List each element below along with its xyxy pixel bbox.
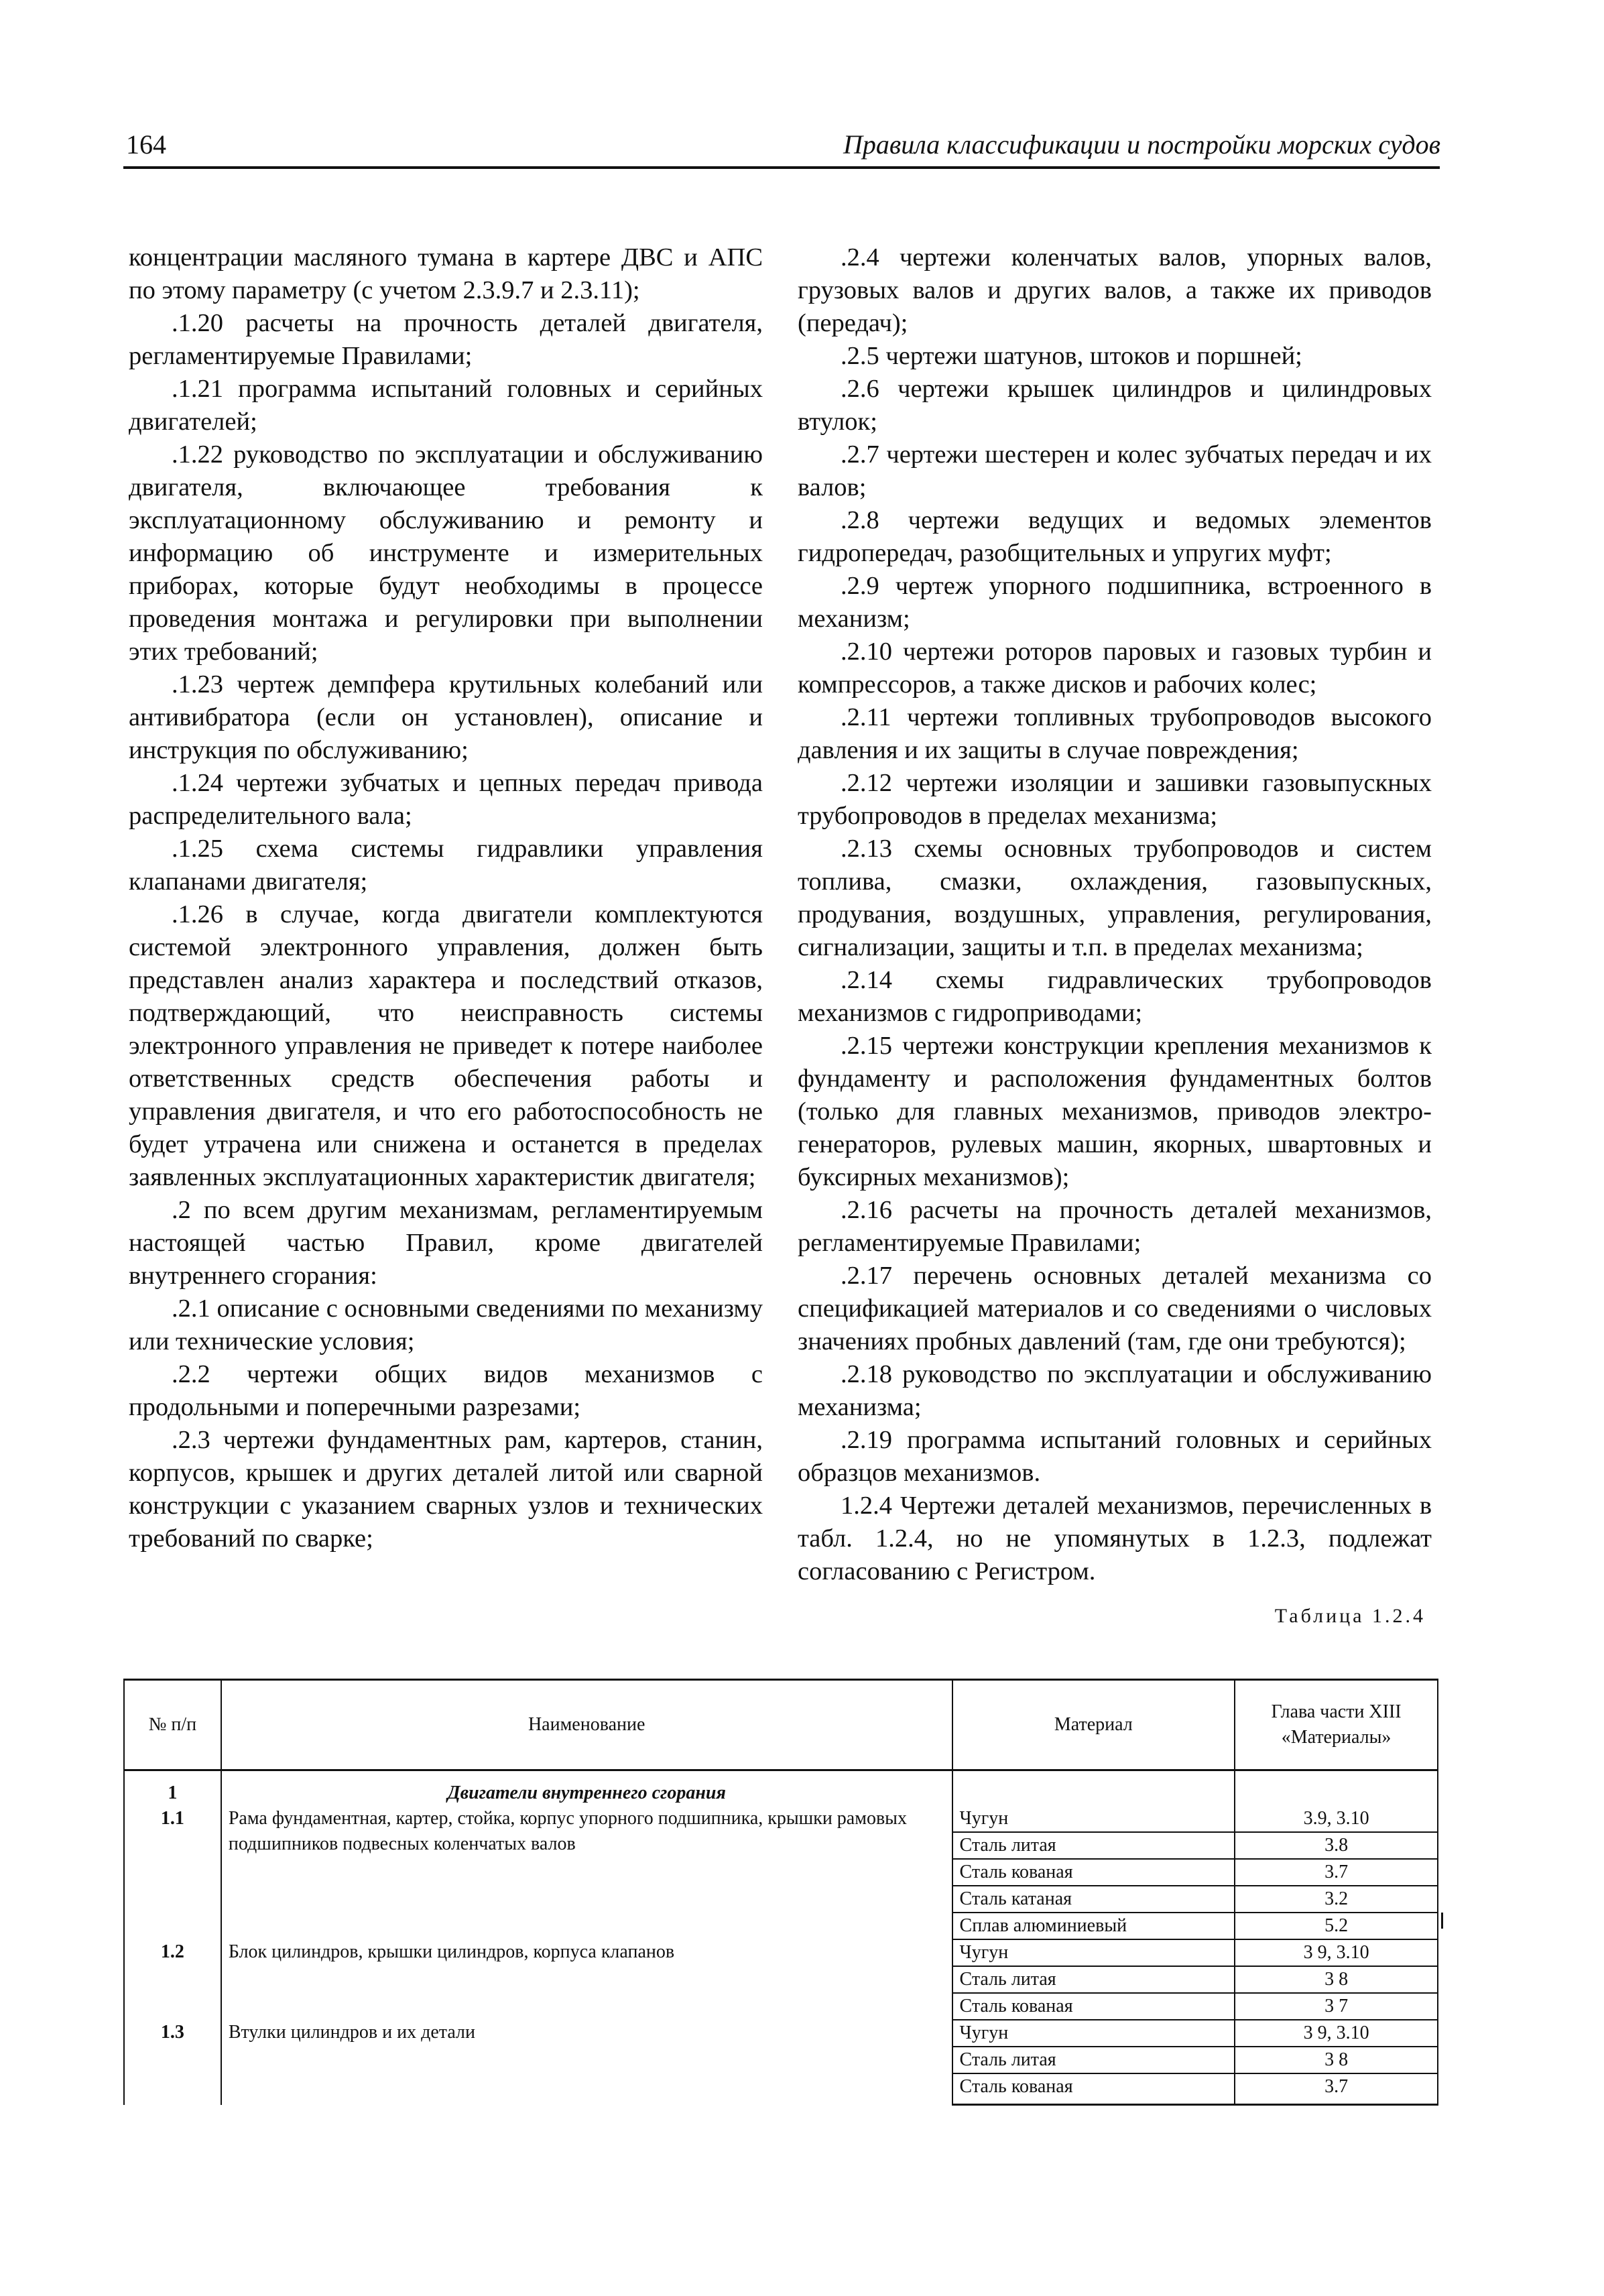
paragraph: .2.4 чертежи коленчатых валов, упорных валов, грузовых валов и других валов, а также их приводов (передач); bbox=[798, 243, 1432, 337]
paragraph: .1.22 руководство по эксплуатации и обслуживанию двигателя, включающее требования к эксплуатационному обслуживанию и ремонту и информацию об инструменте и измерительных приборах, которые будут необходимы в процессе проведения монтажа и регулировки при выполнении этих требований; bbox=[129, 440, 763, 666]
row-name: Втулки цилиндров и их детали bbox=[221, 2020, 952, 2105]
row-chapter: 3.9, 3.10 bbox=[1235, 1806, 1438, 1832]
paragraph: .2.11 чертежи топливных трубопроводов высокого давления и их защиты в случае повреждения; bbox=[798, 703, 1432, 764]
row-num: 1.1 bbox=[124, 1806, 221, 1939]
paragraph: .2.6 чертежи крышек цилиндров и цилиндровых втулок; bbox=[798, 375, 1432, 436]
right-column bbox=[798, 241, 1432, 1588]
table-row bbox=[124, 2020, 1438, 2047]
row-material: Сталь литая bbox=[952, 1966, 1235, 1993]
row-num: 1.2 bbox=[124, 1939, 221, 2020]
row-num: 1.3 bbox=[124, 2020, 221, 2105]
left-column bbox=[129, 241, 763, 1555]
empty-cell bbox=[1235, 1770, 1438, 1807]
paragraph: .2.13 схемы основных трубопроводов и систем топлива, смазки, охлаждения, газовыпускных, продувания, воздушных, управления, регулирования, сигнализации, защиты и т.п. в пределах механизма; bbox=[798, 835, 1432, 961]
paragraph: .2.16 расчеты на прочность деталей механизмов, регламентируемые Правилами; bbox=[798, 1196, 1432, 1257]
row-material: Сталь литая bbox=[952, 2047, 1235, 2073]
row-material: Чугун bbox=[952, 1806, 1235, 1832]
paragraph: 1.2.4 Чертежи деталей механизмов, перечисленных в табл. 1.2.4, но не упомянутых в 1.2.3, подлежат согласованию с Регистром. bbox=[798, 1492, 1432, 1585]
row-chapter: 3 8 bbox=[1235, 2047, 1438, 2073]
row-chapter: 5.2 bbox=[1235, 1913, 1438, 1939]
paragraph: .2.3 чертежи фундаментных рам, картеров, станин, корпусов, крышек и других деталей литой или сварной конструкции с указанием сварных узлов и технических требований по сварке; bbox=[129, 1426, 763, 1553]
paragraph: .2.8 чертежи ведущих и ведомых элементов гидропередач, разобщительных и упругих муфт; bbox=[798, 506, 1432, 567]
row-chapter: 3.2 bbox=[1235, 1886, 1438, 1913]
table-section-row bbox=[124, 1770, 1438, 1807]
paragraph: .2.18 руководство по эксплуатации и обслуживанию механизма; bbox=[798, 1360, 1432, 1421]
row-chapter: 3 8 bbox=[1235, 1966, 1438, 1993]
paragraph: .1.24 чертежи зубчатых и цепных передач привода распределительного вала; bbox=[129, 769, 763, 830]
paragraph: .2.5 чертежи шатунов, штоков и поршней; bbox=[841, 342, 1302, 370]
row-material: Сталь кованая bbox=[952, 1993, 1235, 2020]
paragraph: .2.7 чертежи шестерен и колес зубчатых передач и их валов; bbox=[798, 440, 1432, 501]
section-title: Двигатели внутреннего сгорания bbox=[221, 1770, 952, 1807]
paragraph: .2 по всем другим механизмам, регламентируемым настоящей частью Правил, кроме двигателей внутреннего сгорания: bbox=[129, 1196, 763, 1290]
scan-mark bbox=[1441, 1913, 1443, 1929]
row-material: Чугун bbox=[952, 1939, 1235, 1966]
table-header-row bbox=[124, 1680, 1438, 1770]
header-chapter: Глава части XIII «Материалы» bbox=[1235, 1680, 1438, 1770]
paragraph: .1.21 программа испытаний головных и серийных двигателей; bbox=[129, 375, 763, 436]
header-num: № п/п bbox=[124, 1680, 221, 1770]
row-material: Сталь кованая bbox=[952, 2073, 1235, 2105]
running-title: Правила классификации и постройки морских судов bbox=[843, 129, 1440, 160]
paragraph: .2.15 чертежи конструкции крепления механизмов к фундаменту и расположения фундаментных болтов (только для главных механизмов, приводов электро-генераторов, рулевых машин, якорных, швартовных и буксирных механизмов); bbox=[798, 1032, 1432, 1191]
table-row bbox=[124, 1939, 1438, 1966]
header-rule bbox=[123, 166, 1440, 169]
page-number: 164 bbox=[126, 129, 166, 160]
row-name: Блок цилиндров, крышки цилиндров, корпуса клапанов bbox=[221, 1939, 952, 2020]
materials-table bbox=[123, 1679, 1438, 2106]
row-chapter: 3 7 bbox=[1235, 1993, 1438, 2020]
paragraph: .2.2 чертежи общих видов механизмов с продольными и поперечными разрезами; bbox=[129, 1360, 763, 1421]
row-chapter: 3.7 bbox=[1235, 2073, 1438, 2105]
row-material: Сталь литая bbox=[952, 1832, 1235, 1859]
paragraph: .1.23 чертеж демпфера крутильных колебаний или антивибратора (если он установлен), описание и инструкция по обслуживанию; bbox=[129, 670, 763, 764]
empty-cell bbox=[952, 1770, 1235, 1807]
row-material: Сталь кованая bbox=[952, 1859, 1235, 1886]
table-caption: Таблица 1.2.4 bbox=[1274, 1605, 1426, 1627]
paragraph: .1.20 расчеты на прочность деталей двигателя, регламентируемые Правилами; bbox=[129, 309, 763, 370]
row-material: Чугун bbox=[952, 2020, 1235, 2047]
paragraph: .2.10 чертежи роторов паровых и газовых турбин и компрессоров, а также дисков и рабочих колес; bbox=[798, 638, 1432, 699]
paragraph: .1.25 схема системы гидравлики управления клапанами двигателя; bbox=[129, 835, 763, 896]
paragraph: .2.19 программа испытаний головных и серийных образцов механизмов. bbox=[798, 1426, 1432, 1487]
paragraph: .2.12 чертежи изоляции и зашивки газовыпускных трубопроводов в пределах механизма; bbox=[798, 769, 1432, 830]
table-row bbox=[124, 1806, 1438, 1832]
row-chapter: 3 9, 3.10 bbox=[1235, 1939, 1438, 1966]
row-chapter: 3 9, 3.10 bbox=[1235, 2020, 1438, 2047]
row-material: Сталь катаная bbox=[952, 1886, 1235, 1913]
header-material: Материал bbox=[952, 1680, 1235, 1770]
paragraph: .2.9 чертеж упорного подшипника, встроенного в механизм; bbox=[798, 572, 1432, 633]
paragraph: концентрации масляного тумана в картере ДВС и АПС по этому параметру (с учетом 2.3.9.7 и 2.3.11); bbox=[129, 243, 763, 304]
row-name: Рама фундаментная, картер, стойка, корпус упорного подшипника, крышки рамовых подшипников подвесных коленчатых валов bbox=[221, 1806, 952, 1939]
paragraph: .1.26 в случае, когда двигатели комплектуются системой электронного управления, должен быть представлен анализ характера и последствий отказов, подтверждающий, что неисправность системы электронного управления не приведет к потере наиболее ответственных средств обеспечения работы и управления двигателя, и что его работоспособность не будет утрачена или снижена и останется в пределах заявленных эксплуатационных характеристик двигателя; bbox=[129, 900, 763, 1191]
paragraph: .2.17 перечень основных деталей механизма со спецификацией материалов и со сведениями о числовых значениях пробных давлений (там, где они требуются); bbox=[798, 1262, 1432, 1355]
row-chapter: 3.7 bbox=[1235, 1859, 1438, 1886]
paragraph: .2.14 схемы гидравлических трубопроводов механизмов с гидроприводами; bbox=[798, 966, 1432, 1027]
row-chapter: 3.8 bbox=[1235, 1832, 1438, 1859]
paragraph: .2.1 описание с основными сведениями по механизму или технические условия; bbox=[129, 1294, 763, 1355]
section-num: 1 bbox=[124, 1770, 221, 1807]
row-material: Сплав алюминиевый bbox=[952, 1913, 1235, 1939]
header-name: Наименование bbox=[221, 1680, 952, 1770]
